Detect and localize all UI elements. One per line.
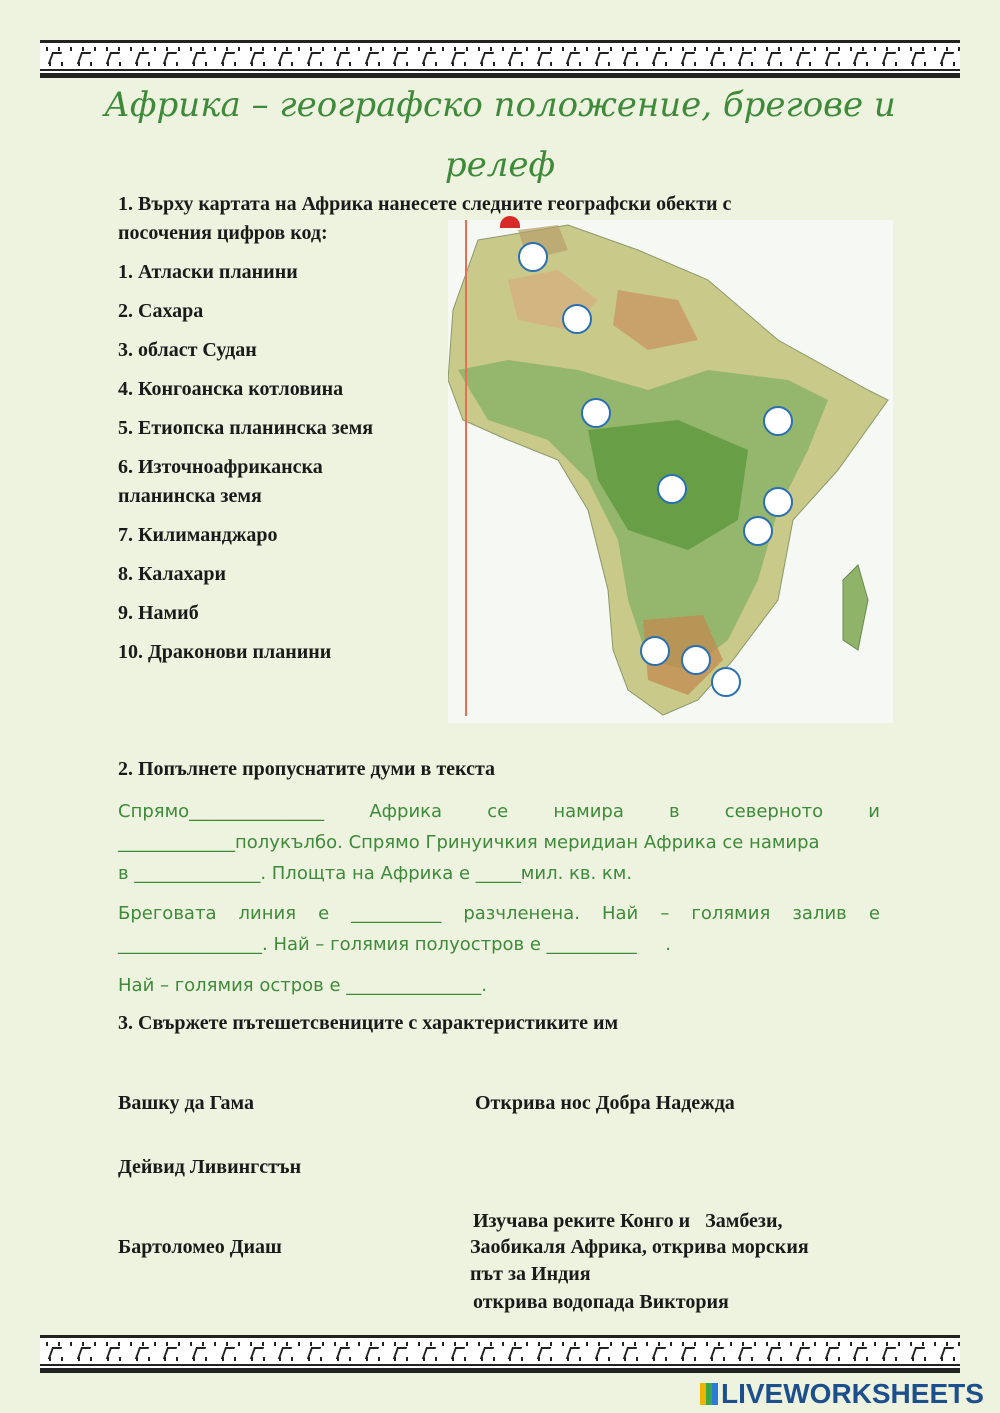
list-item: 5. Етиопска планинска земя: [118, 417, 374, 439]
word: е: [318, 903, 330, 924]
word: разчленена.: [463, 903, 580, 924]
title-line-2: релеф: [444, 145, 556, 185]
fact-india-route[interactable]: [470, 1234, 809, 1288]
map-answer-marker[interactable]: [562, 304, 592, 334]
map-answer-marker[interactable]: [681, 645, 711, 675]
q2-line-6[interactable]: Най – голямия остров е _______________.: [118, 975, 488, 996]
map-answer-marker[interactable]: [763, 406, 793, 436]
q2-heading: 2. Попълнете пропуснатите думи в текста: [118, 758, 496, 780]
worksheet-title: [60, 75, 940, 195]
list-item: планинска земя: [118, 485, 262, 507]
list-item: 2. Сахара: [118, 300, 204, 322]
q1-heading-line-2: посочения цифров код:: [118, 222, 328, 244]
q2-line-1: [118, 796, 880, 827]
fact-line: Открива нос Добра Надежда: [475, 1092, 735, 1114]
traveler-dias[interactable]: Бартоломео Диаш: [118, 1236, 282, 1258]
map-answer-marker[interactable]: [711, 667, 741, 697]
africa-physical-map: [448, 220, 893, 723]
word: е: [868, 903, 880, 924]
map-answer-marker[interactable]: [640, 636, 670, 666]
map-answer-marker[interactable]: [743, 516, 773, 546]
map-answer-marker[interactable]: [581, 398, 611, 428]
fact-good-hope[interactable]: [475, 1090, 735, 1117]
list-item: 10. Драконови планини: [118, 641, 332, 663]
fact-line: открива водопада Виктория: [473, 1291, 729, 1313]
blank-coastline[interactable]: __________: [351, 903, 442, 924]
fact-line: Заобикаля Африка, открива морския: [470, 1236, 809, 1258]
list-item: 3. област Судан: [118, 339, 257, 361]
q2-line-4: [118, 898, 880, 929]
list-item: 9. Намиб: [118, 602, 199, 624]
list-item: 7. Килиманджаро: [118, 524, 278, 546]
word: Най: [601, 903, 639, 924]
bottom-decorative-border: [40, 1335, 960, 1373]
word: голямия: [691, 903, 771, 924]
map-answer-marker[interactable]: [518, 242, 548, 272]
list-item: 1. Атласки планини: [118, 261, 298, 283]
map-answer-marker[interactable]: [657, 474, 687, 504]
blank-hemisphere-1[interactable]: Спрямо_______________: [118, 801, 325, 822]
word: намира: [553, 801, 624, 822]
traveler-livingstone[interactable]: Дейвид Ливингстън: [118, 1156, 302, 1178]
title-line-1: Африка – географско положение, брегове и: [104, 85, 896, 125]
list-item: 4. Конгоанска котловина: [118, 378, 344, 400]
traveler-vasco-da-gama[interactable]: Вашку да Гама: [118, 1092, 255, 1114]
word: северното: [724, 801, 824, 822]
logo-text: LIVEWORKSHEETS: [721, 1378, 984, 1409]
liveworksheets-logo: [700, 1378, 984, 1410]
africa-map-image: [448, 220, 893, 723]
word: и: [868, 801, 880, 822]
list-item: 6. Източноафриканска: [118, 456, 323, 478]
map-answer-marker[interactable]: [763, 487, 793, 517]
word: Бреговата: [118, 903, 217, 924]
word: Африка: [369, 801, 443, 822]
top-decorative-border: [40, 40, 960, 78]
fact-line: път за Индия: [470, 1263, 591, 1285]
q3-heading: 3. Свържете пътешетсвениците с характеристиките им: [118, 1012, 619, 1034]
word: в: [669, 801, 680, 822]
q2-line-5[interactable]: ________________. Най – голямия полуостров е __________ .: [118, 934, 672, 955]
fact-line: Изучава реките Конго и Замбези,: [473, 1210, 783, 1232]
word: линия: [238, 903, 297, 924]
word: се: [487, 801, 509, 822]
word: залив: [792, 903, 847, 924]
q2-line-3[interactable]: в ______________. Площта на Африка е _____мил. кв. км.: [118, 863, 633, 884]
page-margin-line: [465, 220, 467, 716]
liveworksheets-logo-icon: [700, 1383, 718, 1405]
word: –: [660, 903, 670, 924]
q2-line-2[interactable]: _____________полукълбо. Спрямо Гринуичкия меридиан Африка се намира: [118, 832, 820, 853]
list-item: 8. Калахари: [118, 563, 227, 585]
q1-heading-line-1: 1. Върху картата на Африка нанесете следните географски обекти с: [118, 193, 732, 215]
